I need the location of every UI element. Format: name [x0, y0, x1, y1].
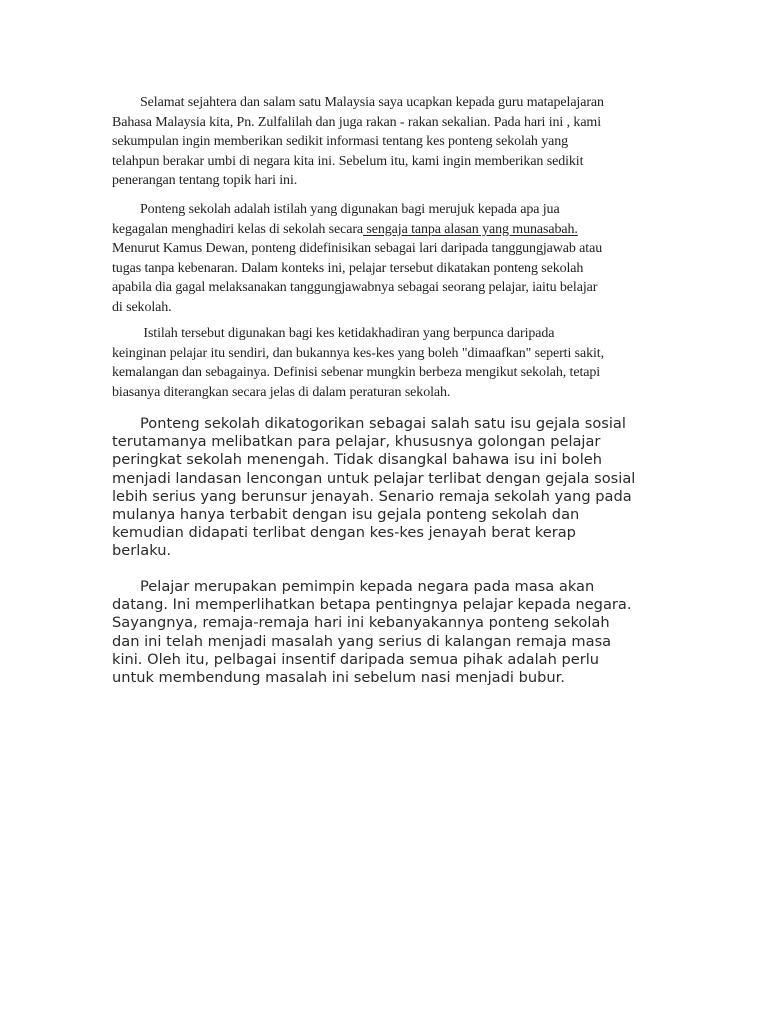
paragraph-3-line: Istilah tersebut digunakan bagi kes ketidakhadiran yang berpunca daripada — [140, 326, 555, 341]
paragraph-2-line: Menurut Kamus Dewan, ponteng didefinisikan sebagai lari daripada tanggungjawab atau — [112, 241, 603, 256]
paragraph-5-line: dan ini telah menjadi masalah yang serius di kalangan remaja masa — [112, 632, 612, 650]
paragraph-5 — [112, 578, 662, 687]
paragraph-4-line: terutamanya melibatkan para pelajar, khususnya golongan pelajar — [112, 433, 601, 451]
paragraph-3-line: kemalangan dan sebagainya. Definisi sebenar mungkin berbeza mengikut sekolah, tetapi — [112, 365, 601, 380]
paragraph-1-line: Bahasa Malaysia kita, Pn. Zulfalilah dan juga rakan - rakan sekalian. Pada hari ini , kami — [112, 114, 602, 130]
paragraph-4-line: berlaku. — [112, 542, 172, 560]
paragraph-5-line: Pelajar merupakan pemimpin kepada negara pada masa akan — [140, 578, 595, 595]
paragraph-4-line: mulanya hanya terbabit dengan isu gejala ponteng sekolah dan — [112, 506, 580, 524]
paragraph-5-line: untuk membendung masalah ini sebelum nasi menjadi bubur. — [112, 669, 565, 687]
paragraph-2-line: Ponteng sekolah adalah istilah yang digunakan bagi merujuk kepada apa jua — [140, 202, 560, 217]
paragraph-4 — [112, 415, 662, 561]
paragraph-5-line: kini. Oleh itu, pelbagai insentif daripada semua pihak adalah perlu — [112, 650, 600, 668]
paragraph-2-line: apabila dia gagal melaksanakan tanggungjawabnya sebagai seorang pelajar, iaitu belajar — [112, 280, 598, 295]
paragraph-2-line: kegagalan menghadiri kelas di sekolah secara sengaja tanpa alasan yang munasabah. — [112, 221, 578, 237]
paragraph-3-line: biasanya diterangkan secara jelas di dalam peraturan sekolah. — [112, 384, 451, 400]
paragraph-4-line: peringkat sekolah menengah. Tidak disangkal bahawa isu ini boleh — [112, 451, 603, 469]
paragraph-4-line: menjadi landasan lencongan untuk pelajar terlibat dengan gejala sosial — [112, 469, 636, 487]
paragraph-4-line: Ponteng sekolah dikatogorikan sebagai salah satu isu gejala sosial — [140, 415, 626, 432]
paragraph-1-line: telahpun berakar umbi di negara kita ini. Sebelum itu, kami ingin memberikan sedikit — [112, 153, 584, 169]
paragraph-2-line: di sekolah. — [112, 299, 172, 315]
paragraph-5-line: datang. Ini memperlihatkan betapa pentingnya pelajar kepada negara. — [112, 596, 632, 614]
paragraph-3-line: keinginan pelajar itu sendiri, dan bukannya kes-kes yang boleh "dimaafkan" seperti sakit, — [112, 345, 604, 361]
paragraph-1-line: sekumpulan ingin memberikan sedikit informasi tentang kes ponteng sekolah yang — [112, 134, 569, 149]
paragraph-2-line: tugas tanpa kebenaran. Dalam konteks ini, pelajar tersebut dikatakan ponteng sekolah — [112, 260, 584, 276]
paragraph-1-line: Selamat sejahtera dan salam satu Malaysia saya ucapkan kepada guru matapelajaran — [140, 95, 604, 110]
underlined-phrase: sengaja tanpa alasan yang munasabah. — [363, 221, 578, 237]
paragraph-4-line: lebih serius yang berunsur jenayah. Senario remaja sekolah yang pada — [112, 487, 632, 505]
paragraph-4-line: kemudian didapati terlibat dengan kes-kes jenayah berat kerap — [112, 524, 576, 542]
paragraph-1 — [112, 93, 652, 191]
paragraph-5-line: Sayangnya, remaja-remaja hari ini kebanyakannya ponteng sekolah — [112, 614, 610, 632]
paragraph-2 — [112, 200, 652, 317]
paragraph-3 — [112, 324, 652, 402]
paragraph-1-line: penerangan tentang topik hari ini. — [112, 173, 298, 188]
